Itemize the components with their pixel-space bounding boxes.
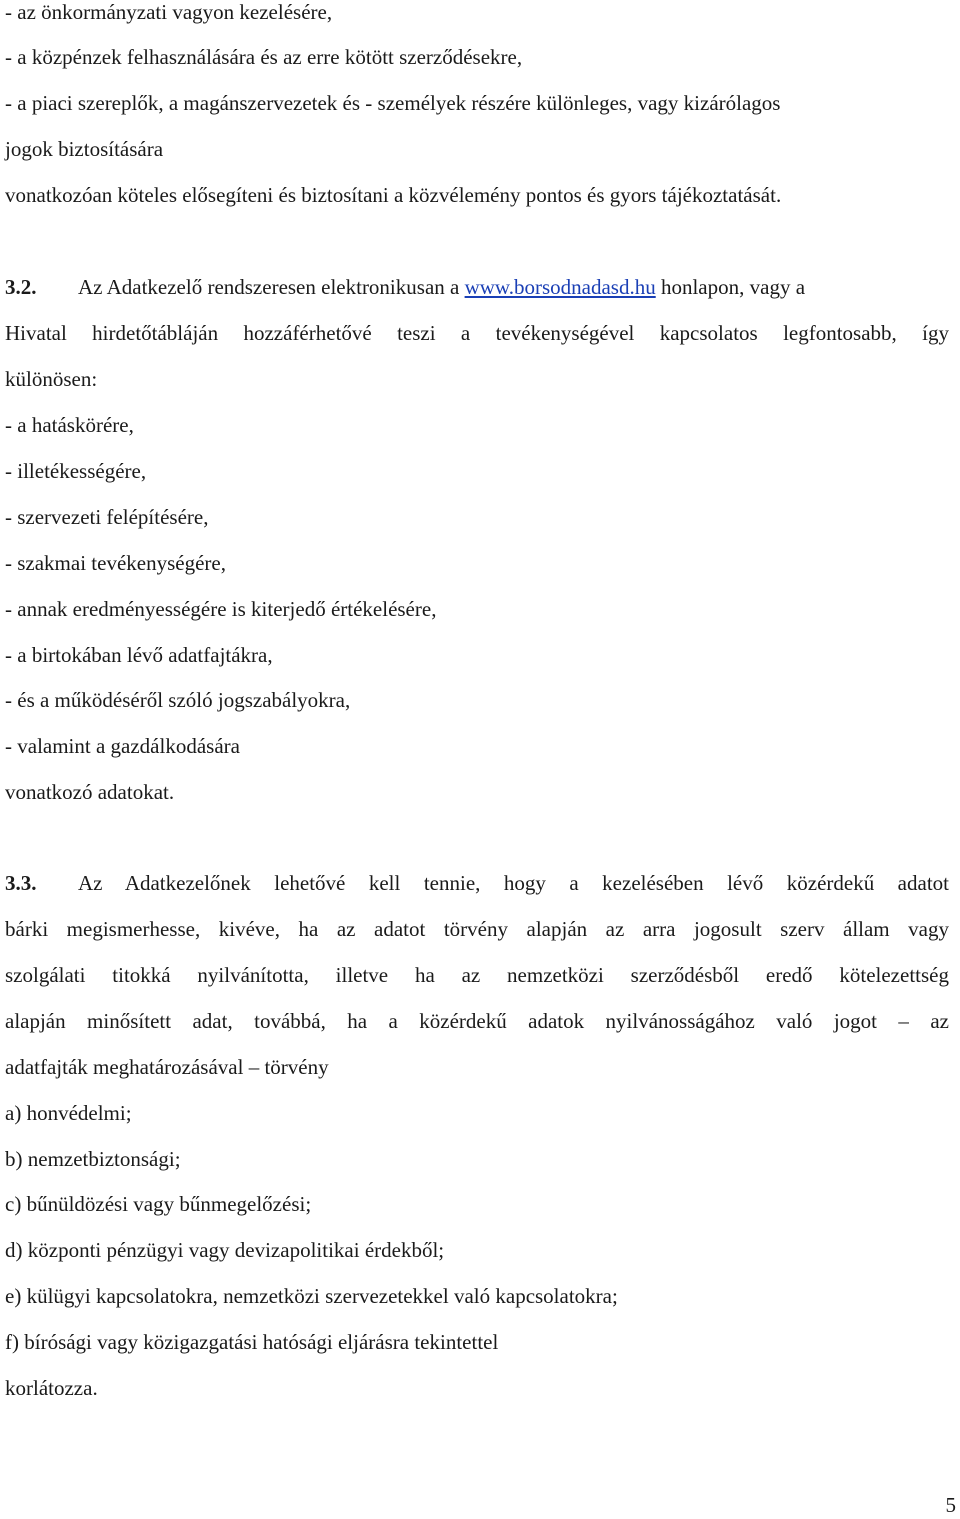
intro-line: jogok biztosítására xyxy=(5,137,164,161)
section-3-3-line: alapján minősített adat, továbbá, ha a közérdekű adatok nyilvánosságához való jogot – az xyxy=(5,1009,949,1033)
intro-line: vonatkozóan köteles elősegíteni és biztosítani a közvélemény pontos és gyors tájékoztatását. xyxy=(5,183,782,207)
intro-line: - a közpénzek felhasználására és az erre kötött szerződésekre, xyxy=(5,45,523,69)
intro-line: - az önkormányzati vagyon kezelésére, xyxy=(5,0,333,24)
section-3-3-line: adatfajták meghatározásával – törvény xyxy=(5,1055,329,1079)
page-number: 5 xyxy=(945,1493,956,1517)
list-item: - szakmai tevékenységére, xyxy=(5,551,226,575)
list-item: - annak eredményességére is kiterjedő értékelésére, xyxy=(5,597,437,621)
section-3-3-line: szolgálati titokká nyilvánította, illetve ha az nemzetközi szerződésből eredő kötelezettség xyxy=(5,963,949,987)
section-3-2-closing: vonatkozó adatokat. xyxy=(5,780,175,804)
website-link[interactable]: www.borsodnadasd.hu xyxy=(464,275,656,299)
section-3-2-line: különösen: xyxy=(5,367,98,391)
list-item: - a birtokában lévő adatfajtákra, xyxy=(5,643,273,667)
section-after-link-text: honlapon, vagy a xyxy=(655,275,806,299)
list-item: c) bűnüldözési vagy bűnmegelőzési; xyxy=(5,1192,312,1216)
list-item: e) külügyi kapcsolatokra, nemzetközi szervezetekkel való kapcsolatokra; xyxy=(5,1284,618,1308)
section-3-3-heading-line xyxy=(5,869,949,897)
section-3-2-line: Hivatal hirdetőtábláján hozzáférhetővé teszi a tevékenységével kapcsolatos legfontosabb, így xyxy=(5,321,949,345)
list-item: a) honvédelmi; xyxy=(5,1101,132,1125)
section-number: 3.2. xyxy=(5,275,37,299)
section-lead-text: Az Adatkezelő rendszeresen elektronikusan a xyxy=(78,275,465,299)
section-number: 3.3. xyxy=(5,871,37,895)
section-3-3-closing: korlátozza. xyxy=(5,1376,98,1400)
intro-line: - a piaci szereplők, a magánszervezetek és - személyek részére különleges, vagy kizárólagos xyxy=(5,91,781,115)
section-3-3-line: Az Adatkezelőnek lehetővé kell tennie, hogy a kezelésében lévő közérdekű adatot xyxy=(78,871,949,895)
section-3-2-heading-line xyxy=(5,273,805,301)
list-item: - és a működéséről szóló jogszabályokra, xyxy=(5,688,351,712)
section-3-3-line: bárki megismerhesse, kivéve, ha az adatot törvény alapján az arra jogosult szerv állam vagy xyxy=(5,917,949,941)
list-item: - a hatáskörére, xyxy=(5,413,134,437)
list-item: f) bírósági vagy közigazgatási hatósági eljárásra tekintettel xyxy=(5,1330,499,1354)
list-item: b) nemzetbiztonsági; xyxy=(5,1147,181,1171)
list-item: - szervezeti felépítésére, xyxy=(5,505,209,529)
list-item: - valamint a gazdálkodására xyxy=(5,734,240,758)
list-item: - illetékességére, xyxy=(5,459,147,483)
list-item: d) központi pénzügyi vagy devizapolitikai érdekből; xyxy=(5,1238,445,1262)
